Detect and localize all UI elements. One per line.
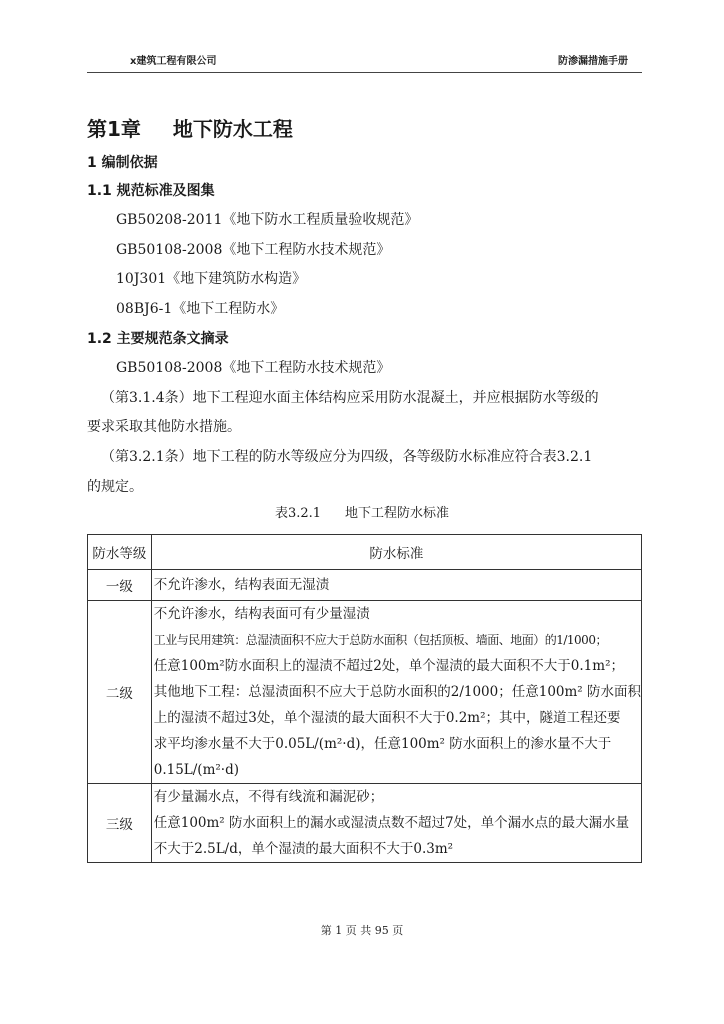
- clause-3-2-1-line-1: （第3.2.1条）地下工程的防水等级应分为四级，各等级防水标准应符合表3.2.1: [101, 449, 593, 465]
- clause-3-1-4-line-1: （第3.1.4条）地下工程迎水面主体结构应采用防水混凝土，并应根据防水等级的: [101, 390, 599, 406]
- table-caption-title: 地下工程防水标准: [345, 506, 450, 521]
- standard-item: GB50108-2008《地下工程防水技术规范》: [116, 242, 391, 258]
- table-header-row: [88, 535, 642, 570]
- standard-cell: [151, 570, 641, 601]
- section-1-2-title: 1.2 主要规范条文摘录: [87, 331, 229, 347]
- standard-line: 不大于2.5L/d，单个湿渍的最大面积不大于0.3m²: [153, 841, 454, 857]
- standard-item: 08BJ6-1《地下工程防水》: [116, 301, 285, 317]
- standard-line: 上的湿渍不超过3处，单个湿渍的最大面积不大于0.2m²；其中，隧道工程还要: [153, 710, 621, 726]
- col-header-grade: 防水等级: [88, 535, 152, 570]
- table-row: [88, 601, 642, 784]
- grade-cell: 三级: [88, 784, 152, 863]
- header-manual-title: 防渗漏措施手册: [558, 56, 628, 67]
- standard-line: 有少量漏水点，不得有线流和漏泥砂；: [153, 789, 384, 805]
- standard-cell: [151, 601, 641, 784]
- page-header: [130, 52, 628, 67]
- section-1-1-title: 1.1 规范标准及图集: [87, 183, 215, 199]
- standard-line: 求平均渗水量不大于0.05L/(m²·d)，任意100m² 防水面积上的渗水量不大于: [153, 736, 612, 752]
- standard-line: 其他地下工程：总湿渍面积不应大于总防水面积的2/1000；任意100m² 防水面积: [153, 684, 641, 700]
- table-row: [88, 570, 642, 601]
- standard-line: 工业与民用建筑：总湿渍面积不应大于总防水面积（包括顶板、墙面、地面）的1/1000；: [153, 633, 607, 647]
- standard-item: 10J301《地下建筑防水构造》: [116, 271, 307, 287]
- section-1-title: 1 编制依据: [87, 155, 158, 171]
- standard-line: 不允许渗水，结构表面无湿渍: [153, 577, 330, 593]
- header-divider: [87, 72, 642, 73]
- excerpt-standard: GB50108-2008《地下工程防水技术规范》: [116, 360, 391, 376]
- header-company: x建筑工程有限公司: [130, 56, 217, 67]
- table-caption: [0, 502, 724, 521]
- standard-line: 任意100m² 防水面积上的漏水或湿渍点数不超过7处，单个漏水点的最大漏水量: [153, 815, 630, 831]
- standard-item: GB50208-2011《地下防水工程质量验收规范》: [116, 212, 419, 228]
- standard-line: 不允许渗水，结构表面可有少量湿渍: [153, 606, 370, 622]
- standard-cell: [151, 784, 641, 863]
- grade-cell: 一级: [88, 570, 152, 601]
- waterproof-grade-table: [87, 534, 642, 863]
- clause-3-2-1-line-2: 的规定。: [87, 479, 143, 495]
- standard-line: 任意100m²防水面积上的湿渍不超过2处，单个湿渍的最大面积不大于0.1m²；: [153, 658, 624, 674]
- page-footer: 第 1 页 共 95 页: [320, 924, 404, 937]
- chapter-number: 第1章: [87, 117, 141, 141]
- chapter-title: 地下防水工程: [172, 117, 293, 141]
- grade-cell: 二级: [88, 601, 152, 784]
- table-caption-number: 表3.2.1: [274, 506, 322, 521]
- table-row: [88, 784, 642, 863]
- chapter-heading: [87, 113, 293, 142]
- standard-line: 0.15L/(m²·d): [153, 762, 239, 778]
- col-header-standard: 防水标准: [151, 535, 641, 570]
- clause-3-1-4-line-2: 要求采取其他防水措施。: [87, 419, 241, 435]
